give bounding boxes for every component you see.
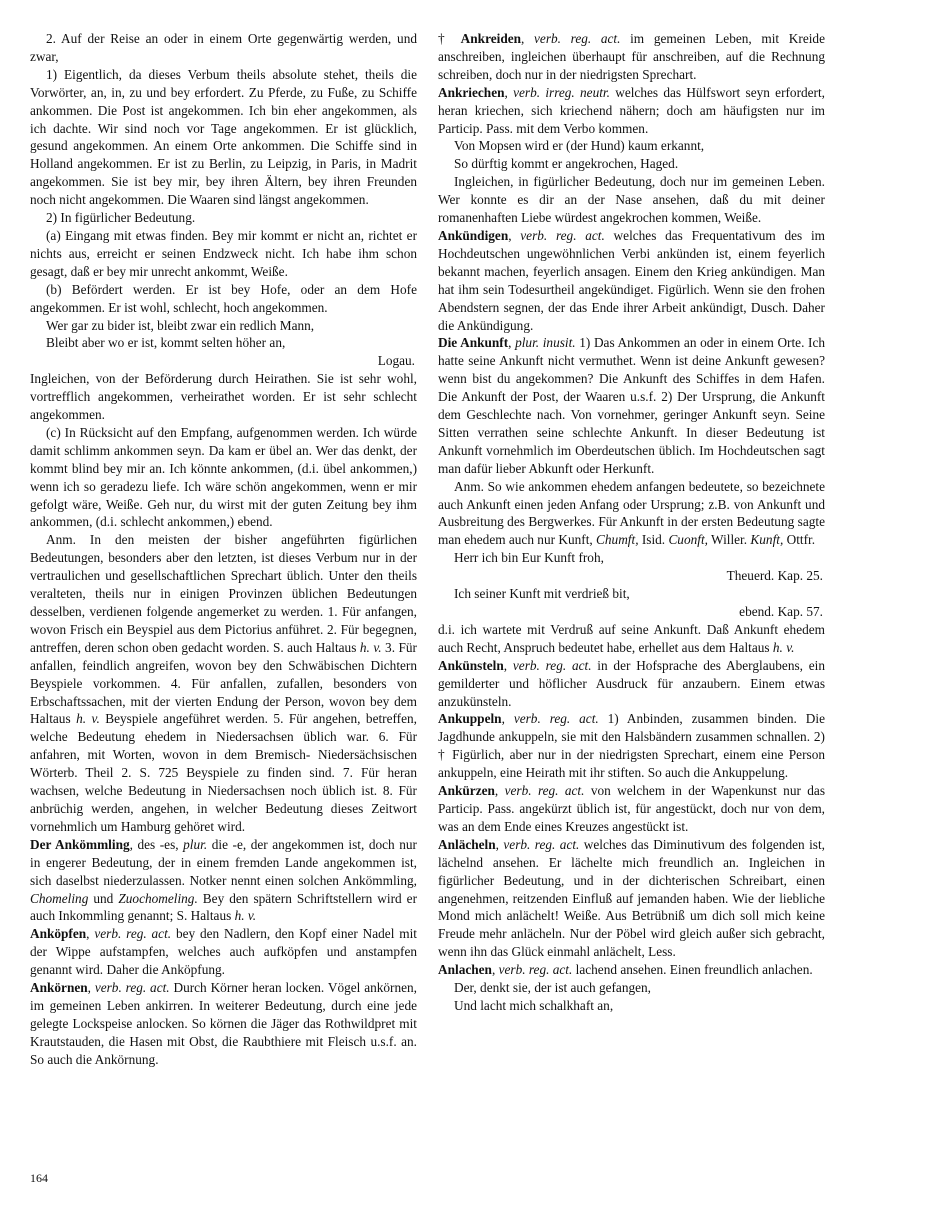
verse-line: Bleibt aber wo er ist, kommt selten höher an, [46, 335, 286, 351]
dictionary-entry: Ankündigen, verb. reg. act. welches das Frequentativum des im Hochdeutschen ungewöhnlichen Verbi ankünden ist, einem feyerlich bekannt machen, feyerlich ansagen. Einem den Krieg ankündigen. Man hat ihm sein Todesurtheil angekündiget. Figürlich. Wenn sie den frohen Abendstern segnen, der das Ende ihrer Arbeit ankündigt, Dusch. Daher die Ankündigung. [438, 227, 825, 333]
dictionary-entry: Die Ankunft, plur. inusit. 1) Das Ankommen an oder in einem Orte. Ich hatte seine Ankunft nicht vermuthet. Wenn ist deine Ankunft gewesen? wenn bist du angekommen? Die Ankunft des Schiffes in dem Hafen. Die Ankunft der Post, der Waaren u.s.f. 2) Der Ursprung, die Ankunft dem Geschlechte nach. Von vornehmer, geringer Ankunft seyn. Seine Sitten verrathen seine schlechte Ankunft. In dieser Bedeutung ist Ankunft vornehmlich im Oberdeutschen üblich. Im Hochdeutschen sagt man dafür lieber Abkunft oder Herkunft. [438, 335, 826, 476]
dictionary-entry: Ankünsteln, verb. reg. act. in der Hofsprache des Aberglaubens, ein gemilderter und höflicher Ausdruck für anzaubern. Einem etwas anzukünsteln. [438, 657, 825, 709]
word-form: Cuonft, [668, 532, 708, 548]
paragraph: Ingleichen, in figürlicher Bedeutung, doch nur im gemeinen Leben. Wer konnte es dir an der Nase ansehen, daß du mit deiner romanenhaften Liebe würdest angekrochen kommen, Weiße. [438, 174, 825, 226]
entry-text: welches das Hülfswort seyn erfordert, heran kriechen, sich kriechend nähern; doch am häufigsten nur im Particip. Pass. mit dem Verbo kommen. [438, 84, 825, 136]
reference: h. v. [772, 639, 795, 655]
text: Ottfr. [783, 532, 816, 548]
paragraph: Ingleichen, von der Beförderung durch Heirathen. Sie ist sehr wohl, vortrefflich angekommen, verheirathet worden. Er ist sehr schlecht angekommen. [30, 371, 417, 423]
entry-headword: Der Ankömmling [30, 836, 130, 852]
text: 3. Für anfallen, feindlich angreifen, wovon bey den Schwäbischen Dichtern Beyspiele vorkommen. 4. Für anfallen, zufallen, besonders von Erbschaftssachen, mit der vierten Endung der Person, wovon bey dem Haltaus [30, 639, 417, 727]
entry-text: von welchem in der Wapenkunst nur das Particip. Pass. angekürzt üblich ist, für angestückt, doch nur von dem, was an dem Ende eines Kreuzes angestückt ist. [438, 783, 825, 834]
grammar-label: verb. reg. act. [498, 962, 573, 978]
verse-source: ebend. Kap. 57. [739, 604, 823, 619]
reference: h. v. [234, 908, 257, 924]
entry-text: lachend ansehen. Einen freundlich anlachen. [572, 962, 813, 978]
entry-text: 1) Anbinden, zusammen binden. Die Jagdhunde ankuppeln, sie mit den Halsbändern zusammen schnallen. 2) † Figürlich, aber nur in der niedrigsten Sprechart, einem eine Person ankuppeln, eine Heirath mit ihr stiften. So auch die Ankuppelung. [438, 711, 825, 781]
paragraph: (a) Eingang mit etwas finden. Bey mir kommt er nicht an, richtet er nichts aus, erreicht er seinen Endzweck nicht. Ich habe ihm schon gesagt, daß er bey mir unrecht ankommt, Weiße. [30, 227, 417, 279]
entry-headword: Ankreiden [460, 31, 522, 46]
paragraph: 1) Eigentlich, da dieses Verbum theils absolute stehet, theils die Vorwörter, an, in, zu und bey erfordert. Zu Pferde, zu Fuße, zu Schiffe ankommen. Die Post ist angekommen. Ich bin eher angekommen, als ich dachte. Wir sind noch vor Tage angekommen. Er ist glücklich, gesund angekommen. An einem Orte ankommen. Die Schiffe sind in Holland angekommen. Er ist zu Berlin, zu Leipzig, in Paris, in Madrit angekommen. Sie ist bey mir, bey ihren Ältern, bey ihren Freunden noch nicht angekommen. Die Waaren sind längst angekommen. [30, 66, 417, 208]
entry-text: Durch Körner heran locken. Vögel ankörnen, im gemeinen Leben ankirren. In weiterer Bedeutung, durch eine jede gelegte Lockspeise anlocken. So körnen die Jäger das Rothwildpret mit Krautstauden, die Hasen mit Obst, die Raubthiere mit Fleisch u.s.f. an. So auch die Ankörnung. [30, 980, 417, 1067]
text: , des -es, [129, 836, 184, 852]
grammar-label: verb. reg. act. [534, 31, 621, 46]
grammar-label: plur. inusit. [515, 335, 576, 351]
grammar-label: verb. irreg. neutr. [513, 84, 610, 100]
paragraph [438, 621, 825, 657]
grammar-label: verb. reg. act. [503, 836, 580, 852]
entry-headword: Anköpfen [30, 926, 87, 942]
entry-text: welches das Frequentativum des im Hochdeutschen ungewöhnlichen Verbi ankünden ist, einem feyerlich bekannt machen, feyerlich ansagen. Einem den Krieg ankündigen. Man hat ihm sein Todesurtheil angekündiget. Figürlich. Wenn sie den frohen Abendstern segnen, der das Ende ihrer Arbeit ankündigt, Dusch. Daher die Ankündigung. [438, 227, 825, 333]
word-form: Kunft, [750, 532, 784, 548]
page-number: 164 [30, 1171, 48, 1185]
dictionary-entry [30, 836, 417, 926]
entry-headword: Ankündigen [438, 227, 509, 243]
verse-line: Herr ich bin Eur Kunft froh, [454, 550, 604, 566]
dictionary-entry: Ankriechen, verb. irreg. neutr. welches das Hülfswort seyn erfordert, heran kriechen, sich kriechend nähern; doch am häufigsten nur im Particip. Pass. mit dem Verbo kommen. [438, 84, 825, 136]
entry-text: in der Hofsprache des Aberglaubens, ein gemilderter und höflicher Ausdruck für anzaubern. Einem etwas anzukünsteln. [438, 657, 825, 709]
entry-text: welches das Diminutivum des folgenden ist, lächelnd ansehen. Er lächelte mich freundlich an. Ingleichen in figürlicher Bedeutung, und in der dichterischen Schreibart, einen angenehmen, reitzenden Einfluß auf jemanden haben. Wie der liebliche Mond mich anlächelt! Weiße. Aus Betrübniß um dich soll mich keine Freude mehr anlächeln. Nur der Pöbel wird gleich außer sich gebracht, wenn ihn das Glück einmahl anlächelt, Less. [438, 836, 825, 960]
text: die -e, der angekommen ist, doch nur in engerer Bedeutung, der in einem fremden Lande angekommen ist, sich daselbst niederzulassen. Notker nennt einen solchen Ankömmling, [30, 836, 417, 888]
dictionary-entry: Ankürzen, verb. reg. act. von welchem in der Wapenkunst nur das Particip. Pass. angekürzt üblich ist, für angestückt, doch nur von dem, was an dem Ende eines Kreuzes angestückt ist. [438, 783, 825, 834]
annotation-paragraph [438, 478, 825, 550]
text: Beyspiele angeführet werden. 5. Für angehen, betreffen, welche Bedeutung ehedem in Niedersachsen üblich war. 6. Für anfahren, mit Worten, wovon in dem Bremisch- Niedersächsischen Wörterb. Theil 2. S. 725 Beyspiele zu finden sind. 7. Für heran wachsen, welche Bedeutung in Niedersachsen noch üblich ist. 8. Für anbrüchig werden, angehen, in welcher Bedeutung dieses Zeitwort vornehmlich um Hamburg gehöret wird. [30, 711, 417, 834]
verse-line: So dürftig kommt er angekrochen, Haged. [454, 156, 679, 172]
entry-headword: Anlachen [438, 962, 492, 978]
text: d.i. ich wartete mit Verdruß auf seine Ankunft. Daß Ankunft ehedem auch Recht, Anspruch bedeutet habe, erhellet aus dem Haltaus [438, 621, 825, 655]
text: Willer. [707, 532, 751, 548]
entry-headword: Ankürzen [438, 783, 495, 799]
paragraph: (c) In Rücksicht auf den Empfang, aufgenommen werden. Ich würde damit schlimm ankommen seyn. Da kam er übel an. Wer das denkt, der kommt blind bey mir an. Ich könnte ankommen, (d.i. übel ankommen,) wenn ich so geradezu liefe. Ich wäre schön angekommen, wenn er mir gefolgt wäre, Weiße. Geh nur, du wirst mit der guten Zeitung bey ihm ankommen, (d.i. schlecht ankommen,) ebend. [30, 424, 417, 530]
paragraph: (b) Befördert werden. Er ist bey Hofe, oder an dem Hofe angekommen. Er ist wohl, schlecht, hoch angekommen. [30, 281, 417, 315]
verse-line: Wer gar zu bider ist, bleibt zwar ein redlich Mann, [46, 317, 315, 333]
verse-line: Und lacht mich schalkhaft an, [454, 997, 614, 1013]
entry-headword: Ankriechen [438, 84, 505, 100]
dictionary-entry: Ankörnen, verb. reg. act. Durch Körner heran locken. Vögel ankörnen, im gemeinen Leben ankirren. In weiterer Bedeutung, durch eine jede gelegte Lockspeise anlocken. So körnen die Jäger das Rothwildpret mit Krautstauden, die Hasen mit Obst, die Raubthiere mit Fleisch u.s.f. an. So auch die Ankörnung. [30, 980, 417, 1067]
grammar-label: plur. [183, 836, 208, 852]
word-form: Zuochomeling. [118, 890, 198, 906]
dagger-mark: † [438, 31, 451, 46]
dictionary-entry: Ankuppeln, verb. reg. act. 1) Anbinden, zusammen binden. Die Jagdhunde ankuppeln, sie mit den Halsbändern zusammen schnallen. 2) † Figürlich, aber nur in der niedrigsten Sprechart, einem eine Person ankuppeln, eine Heirath mit ihr stiften. So auch die Ankuppelung. [438, 711, 825, 781]
verse-line: Von Mopsen wird er (der Hund) kaum erkannt, [454, 138, 705, 154]
reference: h. v. [76, 711, 100, 727]
verse-source: Theuerd. Kap. 25. [726, 568, 823, 584]
grammar-label: verb. reg. act. [94, 926, 172, 942]
verse-line: Der, denkt sie, der ist auch gefangen, [454, 980, 651, 996]
verse-line: Ich seiner Kunft mit verdrieß bit, [454, 586, 630, 602]
right-column [438, 30, 825, 1015]
paragraph: 2) In figürlicher Bedeutung. [46, 210, 196, 226]
text: Anm. In den meisten der bisher angeführten figürlichen Bedeutungen, besonders aber den letzten, ist dieses Verbum nur in der vertraulichen und gesellschaftlichen Sprechart üblich. Unter den theils veralteten, theils nur in einigen Provinzen üblichen Bedeutungen desselben, verdienen folgende angemerket zu werden. 1. Für anfangen, wovon Frisch ein Beyspiel aus dem Pictorius anführet. 2. Für begegnen, antreffen, deren schon oben gedacht worden. S. auch Haltaus [30, 532, 417, 655]
dictionary-entry: Anlächeln, verb. reg. act. welches das Diminutivum des folgenden ist, lächelnd ansehen. Er lächelte mich freundlich an. Ingleichen in figürlicher Bedeutung, und in der dichterischen Schreibart, einen angenehmen, reitzenden Einfluß auf jemanden haben. Wie der liebliche Mond mich anlächelt! Weiße. Aus Betrübniß um dich soll mich keine Freude mehr anlächeln. Nur der Pöbel wird gleich außer sich gebracht, wenn ihn das Glück einmahl anlächelt, Less. [438, 836, 825, 960]
entry-text: 1) Das Ankommen an oder in einem Orte. Ich hatte seine Ankunft nicht vermuthet. Wenn ist deine Ankunft gewesen? wenn bist du angekommen? Die Ankunft des Schiffes in dem Hafen. Die Ankunft der Post, der Waaren u.s.f. 2) Der Ursprung, die Ankunft dem Geschlechte nach. Von vornehmer, geringer Ankunft seyn. Seine Sitten verrathen seine schlechte Ankunft. In dieser Bedeutung ist Ankunft vornehmlich im Oberdeutschen üblich. Im Hochdeutschen sagt man dafür lieber Abkunft oder Herkunft. [438, 335, 826, 476]
paragraph: 2. Auf der Reise an oder in einem Orte gegenwärtig werden, und zwar, [30, 31, 417, 64]
verse-source: Logau. [377, 353, 415, 369]
text: Anm. So wie ankommen ehedem anfangen bedeutete, so bezeichnete auch Ankunft einen jeden Anfang oder Ursprung; z.B. von Ankunft und Ausbreitung des Bergwerkes. Für Ankunft in der ersten Bedeutung sagte man ehedem auch nur Kunft, [438, 478, 825, 548]
reference: h. v. [359, 639, 382, 655]
dictionary-entry: † Ankreiden, verb. reg. act. im gemeinen Leben, mit Kreide anschreiben, ingleichen überhaupt für anschreiben, auf die Rechnung schreiben, doch nur in der niedrigsten Sprechart. [438, 31, 825, 82]
dictionary-entry: Anlachen, verb. reg. act. lachend ansehen. Einen freundlich anlachen. [438, 962, 813, 978]
word-form: Chomeling [30, 890, 89, 906]
grammar-label: verb. reg. act. [513, 711, 599, 727]
text: Isid. [638, 532, 669, 548]
entry-text: bey den Nadlern, den Kopf einer Nadel mit der Wippe aufstampfen, welches auch aufköpfen und anstampfen genannt wird. Daher die Anköpfung. [30, 926, 417, 978]
grammar-label: verb. reg. act. [512, 657, 592, 673]
text: Bey den spätern Schriftstellern wird er auch Inkommling genannt; S. Haltaus [30, 890, 418, 924]
entry-headword: Ankuppeln [438, 711, 502, 727]
entry-headword: Ankörnen [30, 980, 88, 996]
grammar-label: verb. reg. act. [520, 227, 605, 243]
entry-headword: Die Ankunft [438, 335, 509, 351]
entry-text: im gemeinen Leben, mit Kreide anschreiben, ingleichen überhaupt für anschreiben, auf die Rechnung schreiben, doch nur in der niedrigsten Sprechart. [438, 31, 825, 82]
entry-headword: Ankünsteln [438, 657, 504, 673]
text: und [88, 890, 119, 906]
entry-headword: Anlächeln [438, 836, 496, 852]
grammar-label: verb. reg. act. [94, 980, 170, 996]
word-form: Chumft, [596, 532, 639, 548]
annotation-paragraph [30, 531, 417, 835]
grammar-label: verb. reg. act. [504, 783, 585, 799]
left-column [30, 30, 417, 1069]
dictionary-entry: Anköpfen, verb. reg. act. bey den Nadlern, den Kopf einer Nadel mit der Wippe aufstampfen, welches auch aufköpfen und anstampfen genannt wird. Daher die Anköpfung. [30, 926, 417, 978]
